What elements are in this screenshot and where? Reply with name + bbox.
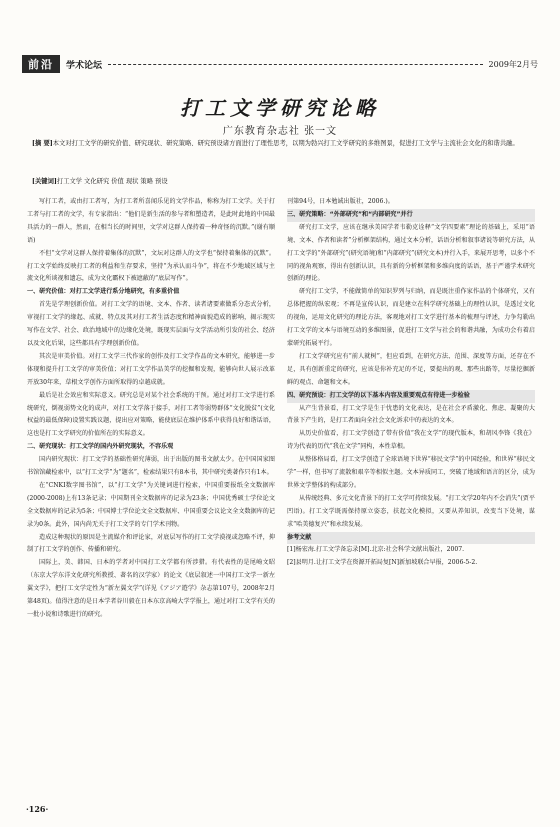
- body-paragraph: 从整体格局看，打工文学创造了全球语境下世界“移民文学”的中国经验，和世界“移民文学”一样，但书写了流散和艰辛等相似主题。文本异质同工，突破了地域和语言的区分，成为世界文学整体的构成部分。: [287, 456, 535, 489]
- left-column: [27, 196, 275, 622]
- body-paragraph: 刊第94号，日本勉诚出版社，2006.)。: [287, 198, 394, 205]
- body-paragraph: 国内研究现状：打工文学的基础性研究薄弱，出于出版的图书文献太少。在中国国家图书馆馆藏检索中，以“打工文学”为“题名”，检索结果只有8本书，其中研究类著作只有1本。: [27, 456, 275, 477]
- abstract-text: 本文对打工文学的研究价值、研究现状、研究策略、研究预设诸方面进行了理性思考，以期为勃兴打工文学研究的多维图景，促进打工文学与主流社会文化的和谐共融。: [52, 140, 519, 147]
- right-column: [287, 196, 535, 570]
- abstract: [32, 139, 528, 150]
- article-title: 打工文学研究论略: [180, 96, 380, 120]
- keywords-text: 打工文学 文化研究 价值 现状 策略 预设: [56, 178, 168, 185]
- body-paragraph: 写打工者，或由打工者写，为打工者所喜闻乐见的文学作品，称称为打工文学。关于打工者与打工者的文学，有专家指出：“他们是新生活的参与者和塑造者，是此时此地的中国最具活力的一群人，然而，在相当长的时间里，文学对这群人保持着一种奇怪的沉默。”(谢有顺语): [27, 198, 275, 244]
- body-paragraph: 研究打工文学，应该在继承美国学者韦勒克诠释“文学四要素”理论的基础上，采用“语境、文本、作者和读者”分析框架结构，通过文本分析，话语分析和叙事诸说等研究方法，从打工文学的“外部研究”(研究语境)和“内部研究”(研究文本)并行入手，来展开思考，以多个不同的视角观察，得出有创新认识，具有新的分析框架和多维向度的话语，基于严谨学术研究创新的理论。: [287, 223, 535, 283]
- section-heading: 一、研究价值：对打工文学进行系分地研究，有多重价值: [27, 288, 180, 296]
- section-heading: 四、研究预设：打工文学的以下基本内容及重要观点有待进一步检验: [287, 390, 535, 403]
- reference-item: [2]县明月.让打工文学在资源开拓局复[N]新加坡联合早报，2006-5-2.: [287, 559, 478, 567]
- header-rule: [108, 64, 483, 65]
- section-heading: 三、研究策略：“外部研究”和“内部研究”并行: [287, 209, 535, 222]
- body-paragraph: 研究打工文学，不能做简单的知识罗列与归纳，而是既注重作家作品的个体研究，又有总体把握的纵宏观；不再是宣传认识，而是建立在科学研究基础上的理性认识，是透过文化的视角，运用文化研究的理论方法，客观地对打工文学进行基本的梳理与评述，力争勾勒出打工文学的文本与语境互动的多维图景，促进打工文学与社会的和谐共融，为成功会有着启蒙研究拓展平行。: [287, 288, 535, 347]
- column-badge: 前沿: [22, 55, 60, 73]
- page-number: ·126·: [26, 804, 49, 814]
- body-paragraph: 从传统经典、多元文化背景下的打工文学可持续发展。“打工文学20年内不会消失”(贾平凹语)。打工文学既需保持原立姿态，扶起文化模拟，又要从养知识，改变当下处境，谋求“哈美德复兴”和永续发展。: [287, 494, 535, 528]
- abstract-label: [摘 要]: [32, 140, 53, 147]
- body-paragraph: 其次是审美价值。对打工文学三代作家的创作及打工文学作品的文本研究，能够进一步体现和提升打工文学的审美价值；对打工文学作品美学的挖掘和发现，能够向世人展示改革开放30年来，草根文学创作方面所取得的卓越成就。: [27, 352, 275, 386]
- body-paragraph: 首先是学理创新价值。对打工文学的语境、文本、作者、读者诸要素做系分态式分析，审视打工文学的缘起、成就、特点及其对打工者生活态度和精神面貌造成的影响，揭示现实写作在文学、社会、政治地域中的边缘化处境，既现实层面与文学活动所引发的社会、经济以及文化后果，这些都具有学理创新价值。: [27, 301, 275, 347]
- body-paragraph: 国际上，美、韩国、日本的学者对中国打工文学都有所涉猎。有代表性的是尾崎文昭（东京大学东洋文化研究所教授、著名的汉学家）的论文《底层叙述一中国打工文学一新左翼文学》，把打工文学定性为“新左翼文学”(详见《アジア遊学》杂志第107号，2008年2月第48页)。值得注意的是日本学者谷川毅在日本东京高崎大学学报上，通过对打工文学有关的一批小说和诗歌进行的研究。: [27, 559, 275, 618]
- keywords: [32, 176, 528, 185]
- reference-item: [1]杨宏海.打工文学备忘录[M].北京:社会科学文献出版社，2007.: [287, 546, 465, 554]
- body-paragraph: 最后是社会效应和实际意义。研究总是对某个社会系统的干预。通过对打工文学进行系统研究，倒视弱势文化的成声，对打工文学落于接手，对打工者等弱势群体“文化脱贫”(文化权益的最低保障)设置实践议题，提出应对策略，能使底层在维护体系中获得良好和谐话语，这也是打工文学研究的价值所在的实际意义。: [27, 391, 275, 438]
- keywords-label: [关键词]: [32, 178, 57, 185]
- body-paragraph: 打工文学研究应有“前人就树”，但应看到，在研究方法、范围、深度等方面，还存在不足，具有创新重定的研究，应该是你补充足的不足，要提出的观、那些出路等，尽量挖掘新鲜的观点、命题和文本。: [287, 352, 535, 386]
- body-paragraph: 造成这种现状的原因是主流媒介和评论家，对底层写作的打工文学漠视或忽略不评，抑制了打工文学的创作、传播和研究。: [27, 533, 275, 554]
- section-label: 学术论坛: [66, 60, 103, 71]
- section-heading: 参考文献: [287, 532, 535, 545]
- body-paragraph: 在“CNKI数字图书馆”，以“打工文学”为关键词进行检索，中国重要报纸全文数据库(2000-2008)上有13条记录；中国期刊全文数据库的记录为23条；中国优秀硕士学位论文全文数据库的记录为5条；中国博士学位论文全文数据库、中国重要会议论文全文数据库的记录为0条。此外，国内尚无关于打工文学的专门学术刊物。: [27, 481, 275, 528]
- article-author: 广东教育杂志社 张一文: [222, 126, 338, 137]
- body-paragraph: 从历史价值看，打工文学创造了带有价值“我在文学”的现代版本，和胡风李锋《我在》诗为代表的历代“我在文学”同构，本性草根。: [287, 430, 535, 451]
- running-header: [22, 56, 538, 72]
- body-paragraph: 从产生背景看，打工文学是生于忧患的文化表达，是在社会矛盾激化、焦虑、凝聚的大背景下产生的，是打工者面向全社会文化诉求中的表达的文本。: [287, 404, 535, 425]
- body-paragraph: 不但“文学对这群人保持着集体的沉默”，文坛对这群人的文学也“保持着集体的沉默”。打工文学始终反映打工者的利益和生存要求，坚持“为承认而斗争”，将在不少地域区域与主流文化所谈视和遗忘，成为文化霸权下被遮蔽的“底层写作”。: [27, 249, 275, 283]
- section-heading: 二、研究现状：打工文学的国内外研究现状，不容乐观: [27, 443, 174, 451]
- issue-date: 2009年2月号: [488, 59, 538, 69]
